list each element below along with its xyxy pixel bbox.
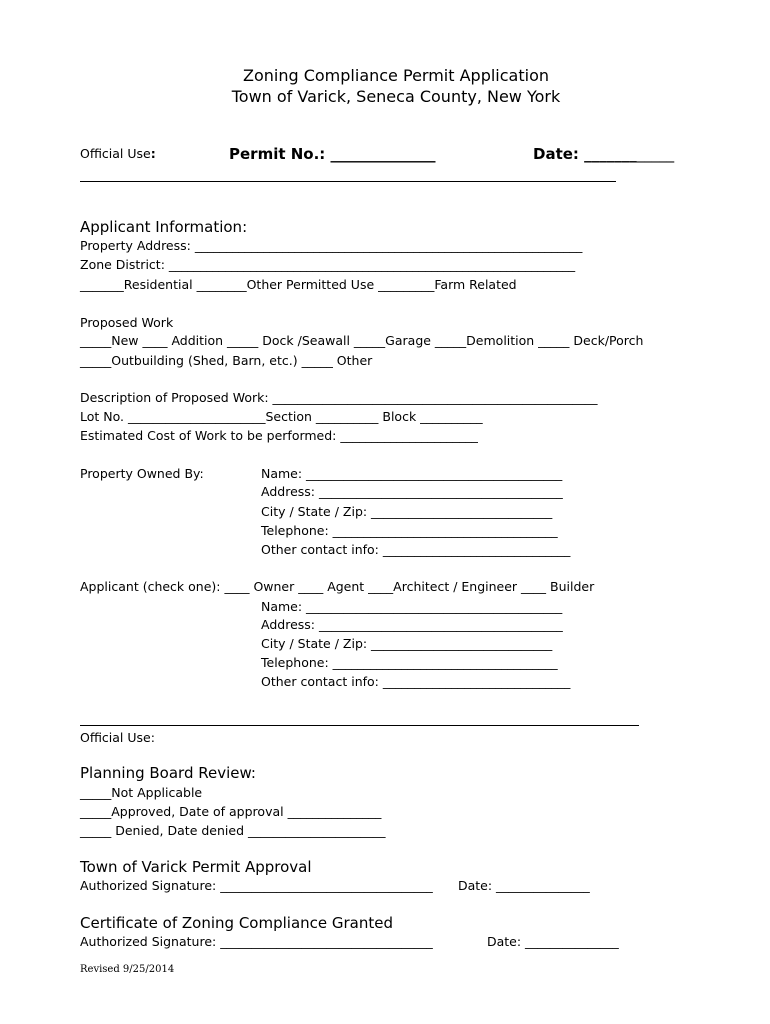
proposed-work-heading: Proposed Work (80, 315, 174, 330)
owner-address-field[interactable]: Address: _______________________________________ (261, 484, 563, 499)
permit-approval-heading: Town of Varick Permit Approval (80, 858, 312, 876)
permit-number-field[interactable]: Permit No.: ______________ (229, 145, 436, 163)
owner-city-field[interactable]: City / State / Zip: _____________________________ (261, 504, 553, 519)
official-use-label (80, 146, 156, 161)
description-field[interactable]: Description of Proposed Work: ____________________________________________________ (80, 390, 598, 405)
property-owned-by-label: Property Owned By: (80, 466, 204, 481)
official-use-bottom-label: Official Use: (80, 730, 155, 745)
date-tail: _____ (636, 145, 675, 163)
proposed-work-options-line2[interactable]: _____Outbuilding (Shed, Barn, etc.) _____ Other (80, 353, 373, 368)
proposed-work-options-line1[interactable]: _____New ____ Addition _____ Dock /Seawall _____Garage _____Demolition _____ Deck/Porch (80, 333, 644, 348)
planning-denied[interactable]: _____ Denied, Date denied ______________________ (80, 823, 386, 838)
planning-approved[interactable]: _____Approved, Date of approval _______________ (80, 804, 382, 819)
certificate-heading: Certificate of Zoning Compliance Granted (80, 914, 394, 932)
zone-type-options[interactable]: _______Residential ________Other Permitted Use _________Farm Related (80, 277, 517, 292)
owner-name-field[interactable]: Name: _________________________________________ (261, 466, 563, 481)
owner-other-contact-field[interactable]: Other contact info: ______________________________ (261, 542, 571, 557)
date-field[interactable] (533, 145, 674, 163)
date-label: Date: _______ (533, 145, 637, 163)
revised-date: Revised 9/25/2014 (80, 964, 175, 975)
lot-section-block-field[interactable]: Lot No. ______________________Section __________ Block __________ (80, 409, 483, 424)
form-subtitle: Town of Varick, Seneca County, New York (231, 87, 561, 106)
planning-board-heading: Planning Board Review: (80, 764, 256, 782)
owner-telephone-field[interactable]: Telephone: ____________________________________ (261, 523, 558, 538)
form-title: Zoning Compliance Permit Application (243, 66, 549, 85)
applicant-telephone-field[interactable]: Telephone: ____________________________________ (261, 655, 558, 670)
official-use-divider (80, 181, 616, 182)
applicant-info-heading: Applicant Information: (80, 218, 248, 236)
applicant-name-field[interactable]: Name: _________________________________________ (261, 599, 563, 614)
estimated-cost-field[interactable]: Estimated Cost of Work to be performed: ______________________ (80, 428, 478, 443)
certificate-signature-field[interactable]: Authorized Signature: __________________________________ (80, 934, 433, 949)
applicant-type-options[interactable]: Applicant (check one): ____ Owner ____ Agent ____Architect / Engineer ____ Builder (80, 579, 595, 594)
official-use-text: Official Use (80, 146, 151, 161)
applicant-other-contact-field[interactable]: Other contact info: ______________________________ (261, 674, 571, 689)
zone-district-field[interactable]: Zone District: _________________________________________________________________ (80, 257, 576, 272)
applicant-address-field[interactable]: Address: _______________________________________ (261, 617, 563, 632)
permit-approval-date-field[interactable]: Date: _______________ (458, 878, 590, 893)
permit-approval-signature-field[interactable]: Authorized Signature: __________________________________ (80, 878, 433, 893)
official-use-colon: : (150, 146, 156, 161)
planning-not-applicable[interactable]: _____Not Applicable (80, 785, 203, 800)
property-address-field[interactable]: Property Address: ______________________________________________________________ (80, 238, 583, 253)
official-use-bottom-divider (80, 725, 639, 726)
certificate-date-field[interactable]: Date: _______________ (487, 934, 619, 949)
applicant-city-field[interactable]: City / State / Zip: _____________________________ (261, 636, 553, 651)
